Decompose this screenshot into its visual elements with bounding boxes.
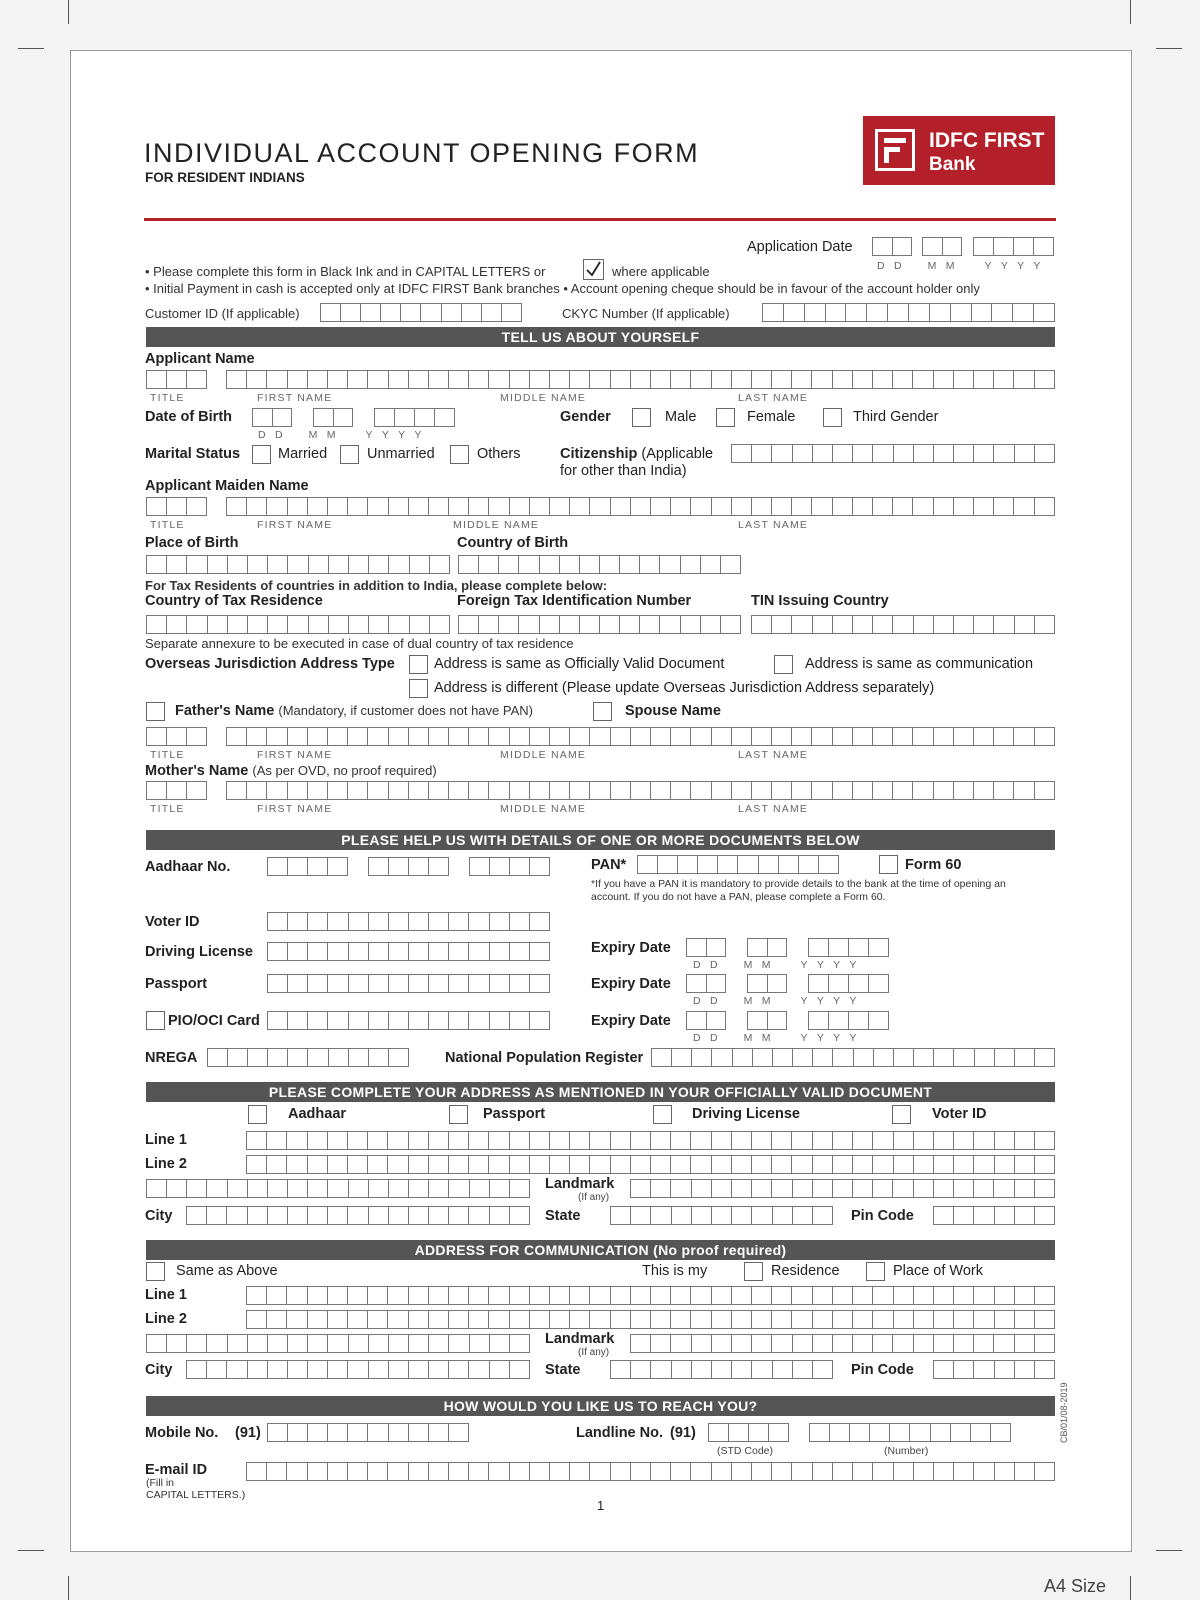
mother-name-input[interactable]: [226, 781, 1055, 800]
yy: Y: [816, 959, 826, 971]
yy: Y: [833, 995, 842, 1007]
landline-label: Landline No.: [576, 1425, 663, 1441]
caption-middle: MIDDLE NAME: [500, 392, 587, 404]
ovd-landmark-note: (If any): [578, 1192, 610, 1203]
married-checkbox[interactable]: [252, 445, 271, 464]
application-date-label: Application Date: [747, 239, 853, 255]
dob-month[interactable]: [313, 408, 353, 427]
caption-middle: MIDDLE NAME: [453, 519, 540, 531]
residence-checkbox[interactable]: [744, 1262, 763, 1281]
nrega-input[interactable]: [207, 1048, 409, 1067]
mm: M: [927, 260, 938, 272]
ovd-aadhaar-label: Aadhaar: [288, 1106, 347, 1122]
caption-first: FIRST NAME: [257, 519, 333, 531]
page-number: 1: [597, 1498, 605, 1513]
ovd-line1-label: Line 1: [145, 1132, 187, 1148]
npr-label: National Population Register: [445, 1050, 644, 1066]
passport-expiry-caption: [693, 995, 858, 1007]
comm-landmark-note: (If any): [578, 1347, 610, 1358]
aadhaar-input-3[interactable]: [469, 857, 550, 876]
yy: Y: [800, 1032, 809, 1044]
gender-female-checkbox[interactable]: [716, 408, 735, 427]
passport-expiry-day[interactable]: [686, 974, 726, 993]
yy: Y: [833, 959, 842, 971]
email-note-1: (Fill in: [146, 1477, 174, 1489]
overseas-different-label: Address is different (Please update Overseas Jurisdiction Address separately): [434, 680, 935, 696]
place-of-birth-input[interactable]: [146, 555, 450, 574]
ovd-dl-checkbox[interactable]: [653, 1105, 672, 1124]
driving-license-label: Driving License: [145, 944, 253, 960]
pio-oci-label: PIO/OCI Card: [168, 1013, 260, 1029]
yy: Y: [398, 429, 407, 441]
customer-id-input[interactable]: [320, 303, 522, 322]
mother-name-label: [145, 763, 437, 779]
dob-label: Date of Birth: [145, 409, 232, 425]
dd: D: [710, 1032, 719, 1044]
form-title: INDIVIDUAL ACCOUNT OPENING FORM: [144, 138, 700, 168]
ovd-pin-input[interactable]: [933, 1206, 1055, 1225]
logo-line2: Bank: [929, 154, 976, 175]
caption-last: LAST NAME: [738, 803, 809, 815]
landline-std-input[interactable]: [708, 1423, 789, 1442]
pio-expiry-label: Expiry Date: [591, 1013, 671, 1029]
ovd-line1-input[interactable]: [246, 1131, 1055, 1150]
gender-third-label: Third Gender: [853, 409, 939, 425]
ovd-dl-label: Driving License: [692, 1106, 800, 1122]
caption-title: TITLE: [150, 749, 185, 761]
section-header-communication: ADDRESS FOR COMMUNICATION (No proof required): [146, 1240, 1055, 1260]
ovd-voter-label: Voter ID: [932, 1106, 987, 1122]
app-date-month[interactable]: [922, 237, 962, 256]
mm: M: [308, 429, 319, 441]
maiden-name-input[interactable]: [226, 497, 1055, 516]
comm-line1-input[interactable]: [246, 1286, 1055, 1305]
form60-label: Form 60: [905, 857, 962, 873]
ftin-input[interactable]: [458, 615, 741, 634]
pio-expiry-month[interactable]: [747, 1011, 787, 1030]
yy: Y: [849, 959, 858, 971]
passport-input[interactable]: [267, 974, 550, 993]
ovd-aadhaar-checkbox[interactable]: [248, 1105, 267, 1124]
email-label: E-mail ID: [145, 1462, 208, 1478]
father-title-input[interactable]: [146, 727, 207, 746]
email-input[interactable]: [246, 1462, 1055, 1481]
mobile-code: (91): [235, 1425, 261, 1441]
mm: M: [743, 959, 754, 971]
std-code-caption: (STD Code): [717, 1445, 774, 1457]
yy: Y: [381, 429, 391, 441]
passport-expiry-month[interactable]: [747, 974, 787, 993]
mobile-label: Mobile No.: [145, 1425, 219, 1441]
maiden-title-input[interactable]: [146, 497, 207, 516]
applicant-title-input[interactable]: [146, 370, 207, 389]
gender-label: Gender: [560, 409, 611, 425]
tin-country-input[interactable]: [751, 615, 1055, 634]
ckyc-input[interactable]: [762, 303, 1055, 322]
crop-mark: [18, 48, 44, 49]
section-header-ovd-address: PLEASE COMPLETE YOUR ADDRESS AS MENTIONED IN YOUR OFFICIALLY VALID DOCUMENT: [146, 1082, 1055, 1102]
mm: M: [326, 429, 337, 441]
caption-middle: MIDDLE NAME: [500, 749, 587, 761]
mother-title: Mother's Name: [145, 763, 249, 779]
ovd-line2-label: Line 2: [145, 1156, 187, 1172]
place-of-work-checkbox[interactable]: [866, 1262, 885, 1281]
annexure-note: Separate annexure to be executed in case of dual country of tax residence: [145, 636, 574, 651]
ovd-pin-label: Pin Code: [851, 1208, 914, 1224]
aadhaar-input-1[interactable]: [267, 857, 348, 876]
yy: Y: [833, 1032, 842, 1044]
applicant-name-input[interactable]: [226, 370, 1055, 389]
comm-city-input[interactable]: [186, 1360, 530, 1379]
driving-license-input[interactable]: [267, 942, 550, 961]
father-note: (Mandatory, if customer does not have PAN): [278, 703, 533, 718]
dob-caption: [258, 429, 423, 441]
dl-expiry-label: Expiry Date: [591, 940, 671, 956]
ovd-line3-input[interactable]: [146, 1179, 530, 1198]
comm-line2-label: Line 2: [145, 1311, 187, 1327]
dl-expiry-day[interactable]: [686, 938, 726, 957]
dd: D: [693, 1032, 702, 1044]
dl-expiry-year[interactable]: [808, 938, 889, 957]
yy: Y: [1033, 260, 1042, 272]
overseas-address-label: Overseas Jurisdiction Address Type: [145, 656, 395, 672]
yy: Y: [849, 1032, 858, 1044]
ovd-passport-label: Passport: [483, 1106, 546, 1122]
crop-mark: [68, 0, 69, 24]
yy: Y: [984, 260, 993, 272]
pio-expiry-caption: [693, 1032, 858, 1044]
tick-example-checkbox: [583, 259, 604, 280]
comm-pin-label: Pin Code: [851, 1362, 914, 1378]
form60-checkbox[interactable]: [879, 855, 898, 874]
aadhaar-input-2[interactable]: [368, 857, 449, 876]
logo-line1: IDFC FIRST: [929, 129, 1045, 152]
app-date-caption: [877, 260, 1042, 272]
applicant-name-label: Applicant Name: [145, 351, 255, 367]
pan-note-2: account. If you do not have a PAN, please complete a Form 60.: [591, 891, 886, 903]
passport-expiry-year[interactable]: [808, 974, 889, 993]
pio-oci-checkbox[interactable]: [146, 1011, 165, 1030]
comm-state-input[interactable]: [610, 1360, 833, 1379]
app-date-year[interactable]: [973, 237, 1054, 256]
comm-line2-input[interactable]: [246, 1310, 1055, 1329]
passport-label: Passport: [145, 976, 208, 992]
citizenship-note2: for other than India): [560, 463, 687, 479]
comm-landmark-input[interactable]: [630, 1334, 1055, 1353]
tin-country-label: TIN Issuing Country: [751, 593, 889, 609]
mm: M: [761, 1032, 772, 1044]
caption-title: TITLE: [150, 803, 185, 815]
yy: Y: [816, 995, 826, 1007]
mm: M: [743, 1032, 754, 1044]
dd: D: [693, 959, 702, 971]
logo-mark-icon: [875, 129, 915, 171]
yy: Y: [800, 995, 809, 1007]
voter-id-input[interactable]: [267, 912, 550, 931]
comm-landmark-label: Landmark: [545, 1331, 615, 1347]
ovd-landmark-input[interactable]: [630, 1179, 1055, 1198]
gender-male-label: Male: [665, 409, 697, 425]
country-of-birth-input[interactable]: [458, 555, 741, 574]
landline-code: (91): [670, 1425, 696, 1441]
ovd-voter-checkbox[interactable]: [892, 1105, 911, 1124]
comm-city-label: City: [145, 1362, 173, 1378]
comm-pin-input[interactable]: [933, 1360, 1055, 1379]
spouse-name-checkbox[interactable]: [593, 702, 612, 721]
section-header-contact: HOW WOULD YOU LIKE US TO REACH YOU?: [146, 1396, 1055, 1416]
bank-logo: [863, 116, 1055, 185]
nrega-label: NREGA: [145, 1050, 198, 1066]
father-name-checkbox[interactable]: [146, 702, 165, 721]
instruction-line2: • Initial Payment in cash is accepted only at IDFC FIRST Bank branches • Account opening cheque should be in favour of the account holder only: [145, 281, 980, 296]
ovd-state-label: State: [545, 1208, 581, 1224]
aadhaar-label: Aadhaar No.: [145, 859, 231, 875]
others-label: Others: [477, 446, 521, 462]
caption-middle: MIDDLE NAME: [500, 803, 587, 815]
instruction-line1-end: where applicable: [612, 264, 710, 279]
dd: D: [693, 995, 702, 1007]
mm: M: [945, 260, 956, 272]
instruction-line1: • Please complete this form in Black Ink and in CAPITAL LETTERS or: [145, 264, 546, 279]
unmarried-label: Unmarried: [367, 446, 435, 462]
mm: M: [761, 959, 772, 971]
crop-mark: [1156, 48, 1182, 49]
gender-third-checkbox[interactable]: [823, 408, 842, 427]
ovd-city-input[interactable]: [186, 1206, 530, 1225]
npr-input[interactable]: [651, 1048, 1055, 1067]
paper-size-label: A4 Size: [1044, 1576, 1107, 1596]
mobile-input[interactable]: [267, 1423, 469, 1442]
citizenship-input[interactable]: [731, 444, 1055, 463]
maiden-name-label: Applicant Maiden Name: [145, 478, 309, 494]
ovd-landmark-label: Landmark: [545, 1176, 615, 1192]
this-is-my-label: This is my: [642, 1263, 708, 1279]
caption-first: FIRST NAME: [257, 392, 333, 404]
dd: D: [877, 260, 886, 272]
ftin-label: Foreign Tax Identification Number: [457, 593, 692, 609]
caption-title: TITLE: [150, 392, 185, 404]
others-checkbox[interactable]: [450, 445, 469, 464]
form-code: CB/01/08-2019: [1059, 1382, 1069, 1443]
dob-year[interactable]: [374, 408, 455, 427]
caption-first: FIRST NAME: [257, 749, 333, 761]
father-title: Father's Name: [175, 703, 275, 719]
overseas-same-ovd-label: Address is same as Officially Valid Document: [434, 656, 725, 672]
number-caption: (Number): [884, 1445, 929, 1457]
tax-residents-note: For Tax Residents of countries in addition to India, please complete below:: [145, 578, 608, 593]
yy: Y: [800, 959, 809, 971]
married-label: Married: [278, 446, 328, 462]
mm: M: [743, 995, 754, 1007]
section-header-documents: PLEASE HELP US WITH DETAILS OF ONE OR MORE DOCUMENTS BELOW: [146, 830, 1055, 850]
mother-note: (As per OVD, no proof required): [252, 763, 437, 778]
pio-expiry-year[interactable]: [808, 1011, 889, 1030]
pio-expiry-day[interactable]: [686, 1011, 726, 1030]
father-name-label: [175, 703, 533, 719]
caption-last: LAST NAME: [738, 519, 809, 531]
email-note: [146, 1477, 245, 1501]
crop-mark: [1130, 0, 1131, 24]
place-of-birth-label: Place of Birth: [145, 535, 239, 551]
caption-title: TITLE: [150, 519, 185, 531]
crop-mark: [18, 1550, 44, 1551]
dd: D: [710, 995, 719, 1007]
caption-first: FIRST NAME: [257, 803, 333, 815]
ovd-state-input[interactable]: [610, 1206, 833, 1225]
residence-label: Residence: [771, 1263, 840, 1279]
check-icon: [584, 260, 603, 279]
crop-mark: [1130, 1576, 1131, 1600]
pan-note: [591, 878, 1006, 904]
same-as-above-label: Same as Above: [176, 1263, 278, 1279]
country-of-birth-label: Country of Birth: [457, 535, 569, 551]
dl-expiry-month[interactable]: [747, 938, 787, 957]
citizenship-note: (Applicable: [641, 446, 714, 462]
mother-title-input[interactable]: [146, 781, 207, 800]
mm: M: [761, 995, 772, 1007]
citizenship-label: [560, 446, 713, 462]
comm-state-label: State: [545, 1362, 581, 1378]
voter-id-label: Voter ID: [145, 914, 200, 930]
unmarried-checkbox[interactable]: [340, 445, 359, 464]
pan-note-1: *If you have a PAN it is mandatory to provide details to the bank at the time of opening an: [591, 878, 1006, 890]
comm-line1-label: Line 1: [145, 1287, 187, 1303]
same-as-above-checkbox[interactable]: [146, 1262, 165, 1281]
overseas-same-comm-checkbox[interactable]: [774, 655, 793, 674]
passport-expiry-label: Expiry Date: [591, 976, 671, 992]
ovd-line2-input[interactable]: [246, 1155, 1055, 1174]
yy: Y: [1000, 260, 1010, 272]
customer-id-label: Customer ID (If applicable): [145, 306, 300, 321]
yy: Y: [1017, 260, 1026, 272]
ovd-passport-checkbox[interactable]: [449, 1105, 468, 1124]
section-header-about: TELL US ABOUT YOURSELF: [146, 327, 1055, 347]
dob-day[interactable]: [252, 408, 292, 427]
spouse-name-label: Spouse Name: [625, 703, 721, 719]
caption-last: LAST NAME: [738, 749, 809, 761]
overseas-same-ovd-checkbox[interactable]: [409, 655, 428, 674]
dd: D: [894, 260, 903, 272]
country-tax-label: Country of Tax Residence: [145, 593, 323, 609]
crop-mark: [1156, 1550, 1182, 1551]
place-of-work-label: Place of Work: [893, 1263, 983, 1279]
gender-female-label: Female: [747, 409, 796, 425]
pio-oci-input[interactable]: [267, 1011, 550, 1030]
dd: D: [275, 429, 284, 441]
overseas-same-comm-label: Address is same as communication: [805, 656, 1034, 672]
citizenship-title: Citizenship: [560, 446, 638, 462]
yy: Y: [365, 429, 374, 441]
crop-mark: [68, 1576, 69, 1600]
ovd-city-label: City: [145, 1208, 173, 1224]
caption-last: LAST NAME: [738, 392, 809, 404]
dd: D: [258, 429, 267, 441]
comm-line3-input[interactable]: [146, 1334, 530, 1353]
ckyc-label: CKYC Number (If applicable): [562, 306, 730, 321]
yy: Y: [414, 429, 423, 441]
landline-number-input[interactable]: [809, 1423, 1011, 1442]
email-note-2: CAPITAL LETTERS.): [146, 1489, 246, 1501]
dd: D: [710, 959, 719, 971]
yy: Y: [849, 995, 858, 1007]
form-subtitle: FOR RESIDENT INDIANS: [145, 170, 305, 185]
pan-label: PAN*: [591, 857, 627, 873]
marital-status-label: Marital Status: [145, 446, 241, 462]
overseas-different-checkbox[interactable]: [409, 679, 428, 698]
gender-male-checkbox[interactable]: [632, 408, 651, 427]
pan-input[interactable]: [637, 855, 839, 874]
dl-expiry-caption: [693, 959, 858, 971]
yy: Y: [816, 1032, 826, 1044]
father-name-input[interactable]: [226, 727, 1055, 746]
app-date-day[interactable]: [872, 237, 912, 256]
header-rule: [144, 218, 1056, 221]
country-tax-input[interactable]: [146, 615, 450, 634]
